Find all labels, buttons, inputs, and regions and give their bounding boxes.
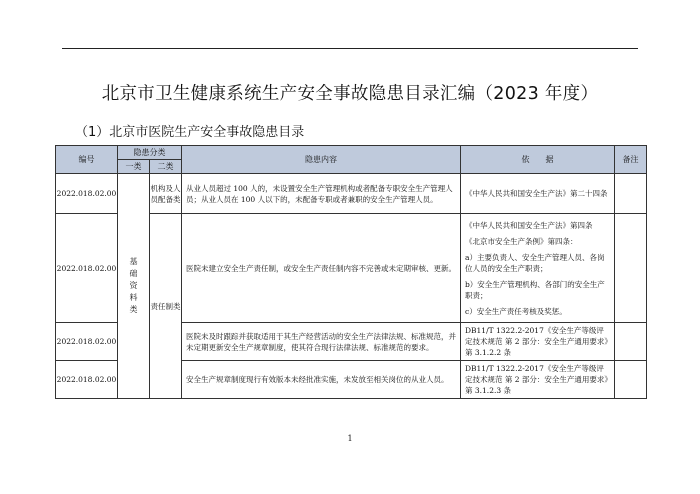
header-category-level2: 二类 xyxy=(150,160,182,174)
basis-cell xyxy=(461,214,615,323)
header-rule xyxy=(62,48,638,49)
remarks-cell xyxy=(615,323,647,361)
section-title: （1）北京市医院生产安全事故隐患目录 xyxy=(75,125,305,140)
header-category-level1: 一类 xyxy=(118,160,150,174)
basis-cell xyxy=(461,361,615,399)
basis-line: 《中华人民共和国安全生产法》第四条 xyxy=(465,220,593,230)
row-code: 2022.018.02.00 xyxy=(56,214,118,323)
basis-line: 《中华人民共和国安全生产法》第二十四条 xyxy=(465,189,608,198)
basis-cell xyxy=(461,174,615,214)
hazard-catalog-table xyxy=(55,145,647,399)
basis-cell xyxy=(461,323,615,361)
category-level1-label: 基础资料类 xyxy=(129,257,138,314)
header-basis: 依 据 xyxy=(461,146,615,174)
document-title: 北京市卫生健康系统生产安全事故隐患目录汇编（2023 年度） xyxy=(101,84,599,104)
category-level2-cell: 责任制类 xyxy=(150,214,182,399)
header-remarks: 备注 xyxy=(615,146,647,174)
basis-line: a）主要负责人、安全生产管理人员、各岗位人员的安全生产职责； xyxy=(465,252,605,273)
header-code: 编号 xyxy=(56,146,118,174)
category-level2-cell: 机构及人员配备类 xyxy=(150,174,182,214)
basis-line: b）安全生产管理机构、各部门的安全生产职责； xyxy=(465,279,605,300)
header-content: 隐患内容 xyxy=(182,146,461,174)
row-code: 2022.018.02.00 xyxy=(56,361,118,399)
remarks-cell xyxy=(615,361,647,399)
basis-line: 《北京市安全生产条例》第四条： xyxy=(465,236,578,246)
hazard-content: 医院未建立安全生产责任制，或安全生产责任制内容不完善或未定期审核、更新。 xyxy=(182,214,461,323)
row-code: 2022.018.02.00 xyxy=(56,323,118,361)
hazard-content: 医院未及时跟踪并获取适用于其生产经营活动的安全生产法律法规、标准规范，并未定期更新安全生产规章制度，使其符合现行法律法规、标准规范的要求。 xyxy=(182,323,461,361)
table-row xyxy=(56,174,647,214)
hazard-content: 从业人员超过 100 人的，未设置安全生产管理机构或者配备专职安全生产管理人员；从业人员在 100 人以下的，未配备专职或者兼职的安全生产管理人员。 xyxy=(182,174,461,214)
header-category: 隐患分类 xyxy=(118,146,182,160)
hazard-content: 安全生产规章制度现行有效版本未经批准实施，未发放至相关岗位的从业人员。 xyxy=(182,361,461,399)
basis-line: c）安全生产责任考核及奖惩。 xyxy=(465,306,567,316)
row-code: 2022.018.02.00 xyxy=(56,174,118,214)
remarks-cell xyxy=(615,174,647,214)
basis-line: DB11/T 1322.2-2017《安全生产等级评定技术规范 第 2 部分：安全生产通用要求》第 3.1.2.3 条 xyxy=(465,364,609,395)
basis-line: DB11/T 1322.2-2017《安全生产等级评定技术规范 第 2 部分：安全生产通用要求》第 3.1.2.2 条 xyxy=(465,326,609,357)
page-number: 1 xyxy=(347,434,353,443)
remarks-cell xyxy=(615,214,647,323)
category-level1-cell xyxy=(118,174,150,399)
